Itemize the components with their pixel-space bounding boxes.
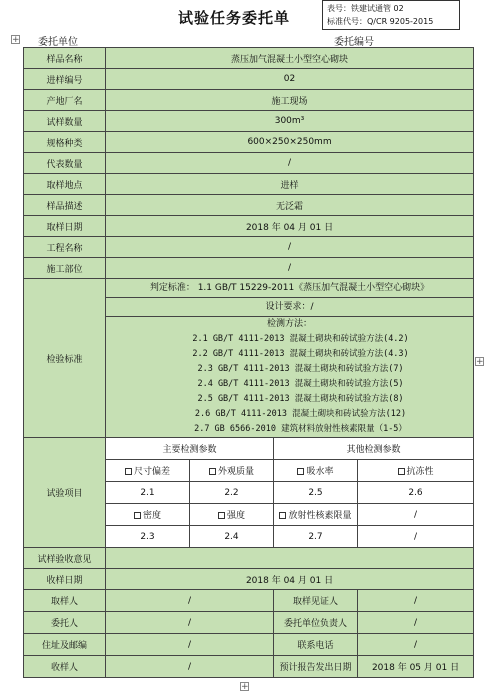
method-item: 2.4 GB/T 4111-2013 混凝土砌块和砖试验方法(5) [197, 379, 404, 389]
standard-label: 检验标准 [24, 279, 106, 438]
client-unit-field [38, 33, 178, 48]
field-value[interactable]: / [358, 612, 474, 634]
field-label: 预计报告发出日期 [274, 656, 358, 678]
add-row-icon[interactable]: + [241, 682, 249, 692]
checkbox-icon[interactable] [398, 468, 405, 475]
judgement-standard[interactable]: 判定标准： 1.1 GB/T 15229-2011《蒸压加气混凝土小型空心砌块》 [106, 279, 474, 298]
field-value[interactable]: / [106, 634, 274, 656]
param-code: 2.4 [190, 526, 274, 548]
field-label: 进样编号 [24, 69, 106, 90]
commission-no-field [334, 33, 469, 48]
param-code: 2.1 [106, 482, 190, 504]
field-value[interactable]: / [106, 612, 274, 634]
field-value[interactable]: / [358, 590, 474, 612]
row-client [24, 612, 474, 634]
commission-form-table [23, 47, 474, 678]
row-params-header [24, 438, 474, 460]
row-project-name [24, 237, 474, 258]
other-params-header: 其他检测参数 [274, 438, 474, 460]
row-origin [24, 90, 474, 111]
checkbox-icon[interactable] [125, 468, 132, 475]
param-code: 2.7 [274, 526, 358, 548]
row-spec [24, 132, 474, 153]
form-number: 表号：铁建试通管 02 [327, 4, 404, 13]
field-value[interactable]: 进样 [106, 174, 474, 195]
receipt-date-label: 收样日期 [24, 569, 106, 590]
param-blank: / [358, 504, 474, 526]
param-strength[interactable]: 强度 [190, 504, 274, 526]
field-value[interactable]: / [106, 258, 474, 279]
param-code: 2.2 [190, 482, 274, 504]
field-label: 住址及邮编 [24, 634, 106, 656]
form-title: 试验任务委托单 [178, 9, 291, 27]
checkbox-icon[interactable] [297, 468, 304, 475]
field-value[interactable]: / [358, 634, 474, 656]
row-acceptance-opinion [24, 548, 474, 569]
row-sample-no [24, 69, 474, 90]
table-move-handle-icon[interactable]: + [12, 35, 20, 45]
param-density[interactable]: 密度 [106, 504, 190, 526]
test-items-label: 试验项目 [24, 438, 106, 548]
test-methods-title: 检测方法： [267, 319, 313, 329]
field-label: 取样地点 [24, 174, 106, 195]
param-appearance[interactable]: 外观质量 [190, 460, 274, 482]
field-label: 取样人 [24, 590, 106, 612]
field-label: 收样人 [24, 656, 106, 678]
method-item: 2.2 GB/T 4111-2013 混凝土砌块和砖试验方法(4.3) [192, 349, 409, 359]
method-item: 2.1 GB/T 4111-2013 混凝土砌块和砖试验方法(4.2) [192, 334, 409, 344]
method-item: 2.6 GB/T 4111-2013 混凝土砌块和砖试验方法(12) [194, 409, 407, 419]
row-sampler [24, 590, 474, 612]
field-label: 样品描述 [24, 195, 106, 216]
row-sampling-site [24, 174, 474, 195]
row-sampling-date [24, 216, 474, 237]
param-code: 2.6 [358, 482, 474, 504]
method-item: 2.3 GB/T 4111-2013 混凝土砌块和砖试验方法(7) [197, 364, 404, 374]
acceptance-opinion-value[interactable] [106, 548, 474, 569]
row-sample-name [24, 48, 474, 69]
client-unit-label: 委托单位 [38, 37, 78, 48]
row-sample-desc [24, 195, 474, 216]
row-construction-part [24, 258, 474, 279]
field-value[interactable]: / [106, 153, 474, 174]
field-value[interactable]: 300m³ [106, 111, 474, 132]
method-item: 2.5 GB/T 4111-2013 混凝土砌块和砖试验方法(8) [197, 394, 404, 404]
receipt-date-value[interactable]: 2018 年 04 月 01 日 [106, 569, 474, 590]
field-value[interactable]: 600×250×250mm [106, 132, 474, 153]
main-params-header: 主要检测参数 [106, 438, 274, 460]
checkbox-icon[interactable] [279, 512, 286, 519]
field-value[interactable]: 蒸压加气混凝土小型空心砌块 [106, 48, 474, 69]
field-label: 样品名称 [24, 48, 106, 69]
checkbox-icon[interactable] [209, 468, 216, 475]
param-code: / [358, 526, 474, 548]
field-value[interactable]: / [106, 656, 274, 678]
field-label: 委托人 [24, 612, 106, 634]
param-code: 2.5 [274, 482, 358, 504]
row-address [24, 634, 474, 656]
field-label: 工程名称 [24, 237, 106, 258]
row-quantity [24, 111, 474, 132]
field-value[interactable]: 施工现场 [106, 90, 474, 111]
test-methods[interactable] [106, 317, 474, 438]
field-label: 施工部位 [24, 258, 106, 279]
param-water-absorption[interactable]: 吸水率 [274, 460, 358, 482]
commission-no-label: 委托编号 [334, 37, 374, 48]
field-label: 委托单位负责人 [274, 612, 358, 634]
param-code: 2.3 [106, 526, 190, 548]
checkbox-icon[interactable] [134, 512, 141, 519]
field-value[interactable]: 02 [106, 69, 474, 90]
field-label: 规格种类 [24, 132, 106, 153]
field-label: 产地厂名 [24, 90, 106, 111]
row-receiver [24, 656, 474, 678]
field-value[interactable]: / [106, 590, 274, 612]
design-requirement[interactable]: 设计要求：/ [106, 298, 474, 317]
param-frost-resistance[interactable]: 抗冻性 [358, 460, 474, 482]
field-label: 联系电话 [274, 634, 358, 656]
field-value[interactable]: 2018 年 04 月 01 日 [106, 216, 474, 237]
add-column-icon[interactable]: + [476, 357, 484, 367]
param-radionuclide[interactable]: 放射性核素限量 [274, 504, 358, 526]
form-code-box [322, 0, 460, 30]
acceptance-opinion-label: 试样验收意见 [24, 548, 106, 569]
row-standard-basis [24, 279, 474, 298]
field-label: 试样数量 [24, 111, 106, 132]
field-label: 取样日期 [24, 216, 106, 237]
field-value[interactable]: 2018 年 05 月 01 日 [358, 656, 474, 678]
field-label: 代表数量 [24, 153, 106, 174]
standard-code: 标准代号：Q/CR 9205-2015 [327, 17, 434, 26]
param-size-deviation[interactable]: 尺寸偏差 [106, 460, 190, 482]
field-label: 取样见证人 [274, 590, 358, 612]
checkbox-icon[interactable] [218, 512, 225, 519]
row-represent-qty [24, 153, 474, 174]
field-value[interactable]: / [106, 237, 474, 258]
method-item: 2.7 GB 6566-2010 建筑材料放射性核素限量（1-5） [194, 424, 407, 434]
field-value[interactable]: 无泛霜 [106, 195, 474, 216]
row-receipt-date [24, 569, 474, 590]
